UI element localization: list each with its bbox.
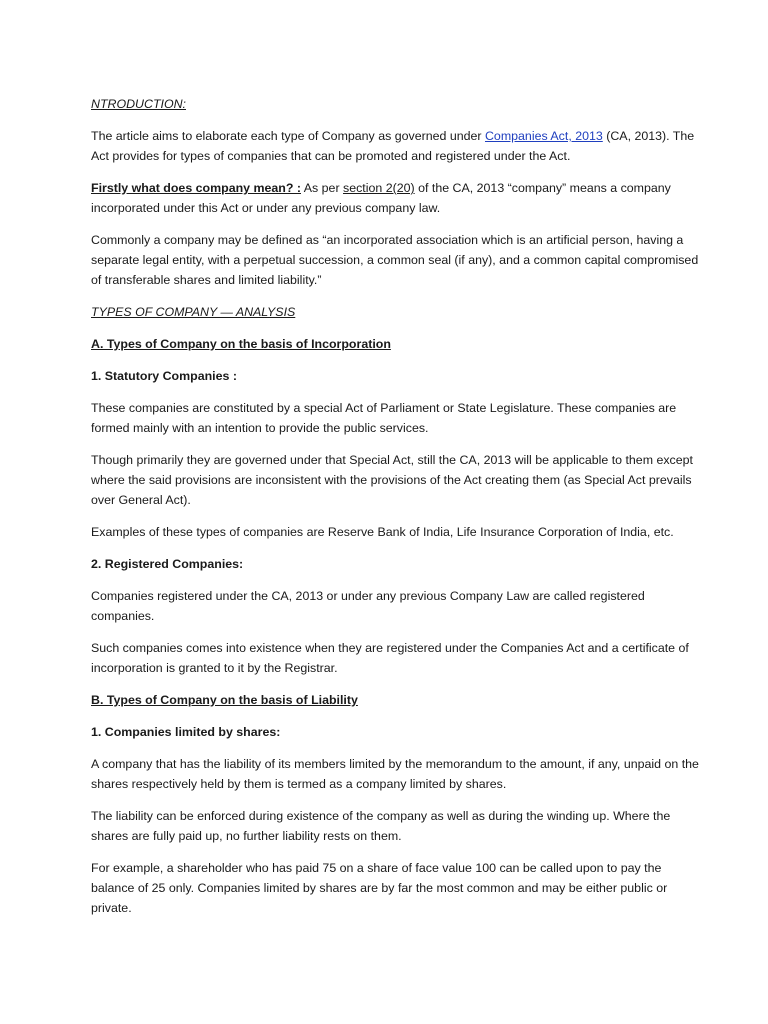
limited-by-shares-heading: 1. Companies limited by shares: [91,725,281,739]
paragraph-intro-pre: The article aims to elaborate each type of Company as governed under [91,129,485,143]
shares-paragraph-3: For example, a shareholder who has paid 75 on a share of face value 100 can be called upon to pay the balance of 25 only. Companies limited by shares are by far the most common and may be either public or private. [91,861,668,915]
statutory-companies-heading: 1. Statutory Companies : [91,369,237,383]
types-heading: TYPES OF COMPANY — ANALYSIS [91,305,296,319]
intro-heading: NTRODUCTION: [91,97,186,111]
paragraph-common-definition: Commonly a company may be defined as “an incorporated association which is an artificial person, having a separate legal entity, with a perpetual succession, a common seal (if any), and a common capital compromised of transferable shares and limited liability.” [91,233,699,287]
section-a-heading: A. Types of Company on the basis of Incorporation [91,337,391,351]
paragraph-intro [91,126,708,166]
definition-post: of the CA, 2013 “company” means a company incorporated under this Act or under any previous company law. [91,181,671,215]
statutory-paragraph-3: Examples of these types of companies are Reserve Bank of India, Life Insurance Corporation of India, etc. [91,525,674,539]
registered-paragraph-2: Such companies comes into existence when they are registered under the Companies Act and a certificate of incorporation is granted to it by the Registrar. [91,641,689,675]
paragraph-definition [91,178,708,218]
paragraph-intro-post: (CA, 2013). The Act provides for types of companies that can be promoted and registered under the Act. [91,129,695,163]
section-reference: section 2(20) [343,181,415,195]
companies-act-link[interactable]: Companies Act, 2013 [484,129,603,143]
section-b-heading: B. Types of Company on the basis of Liability [91,693,358,707]
shares-paragraph-1: A company that has the liability of its members limited by the memorandum to the amount, if any, unpaid on the shares respectively held by them is termed as a company limited by shares. [91,757,699,791]
registered-paragraph-1: Companies registered under the CA, 2013 or under any previous Company Law are called registered companies. [91,589,645,623]
statutory-paragraph-1: These companies are constituted by a special Act of Parliament or State Legislature. These companies are formed mainly with an intention to provide the public services. [91,401,677,435]
definition-lead: Firstly what does company mean? : [91,181,301,195]
definition-mid: As per [301,181,344,195]
shares-paragraph-2: The liability can be enforced during existence of the company as well as during the winding up. Where the shares are fully paid up, no further liability rests on them. [91,809,671,843]
statutory-paragraph-2: Though primarily they are governed under that Special Act, still the CA, 2013 will be applicable to them except where the said provisions are inconsistent with the provisions of the Act creating them (as Special Act prevails over General Act). [91,453,693,507]
registered-companies-heading: 2. Registered Companies: [91,557,244,571]
